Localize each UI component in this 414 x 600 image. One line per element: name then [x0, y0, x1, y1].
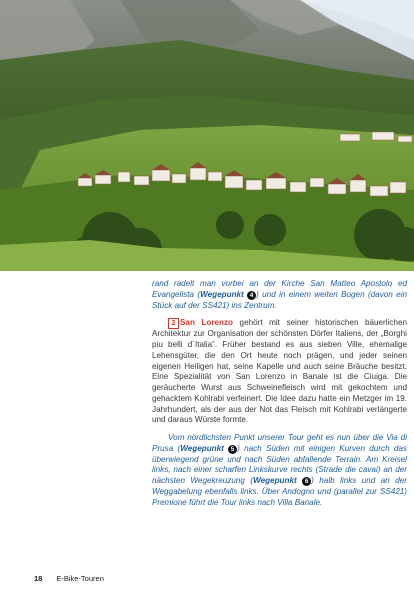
paragraph-san-lorenzo: [152, 318, 407, 426]
paragraph-text: ) nach Süden mit einigen Kurven durch das überwiegend grüne und nach Süden abfallende Terrain. Am Kreisel links, nach einer scharfen Linkskurve rechts (Strade die cavai) an der nächsten Wegekreuzung (: [152, 443, 407, 485]
waypoint-number-badge: 4: [247, 291, 256, 300]
waypoint-label: Wegepunkt: [200, 289, 244, 299]
article-text-column: [152, 279, 407, 515]
paragraph-text: ) halb links und an der Weggabelung ebenfalls links. Über Andogno und (parallel zur SS421) Premione führt die Tour links nach Villa Banale.: [152, 476, 407, 507]
paragraph-route-continuation: [152, 279, 407, 311]
paragraph-text: Vom nördlichsten Punkt unserer Tour geht es nun über die Via di Prusa (: [152, 433, 407, 453]
paragraph-text: rand radelt man vorbei an der Kirche San Matteo Apostolo ed Evangelista (: [152, 279, 407, 299]
waypoint-label: Wegepunkt: [253, 476, 297, 485]
paragraph-text: ) und in einem weiten Bogen (davon ein Stück auf der SS421) ins Zentrum.: [152, 289, 408, 310]
page-footer: [34, 574, 104, 583]
waypoint-number-badge: 6: [302, 477, 311, 486]
hero-photo-mountain-village: [0, 0, 414, 271]
paragraph-text: gehört mit seiner historischen bäuerlichen Architektur zur Organisation der schönsten Dörfer Italiens, der „Borghi piu belli d´Italia“. Früher bestand es aus sieben Ville, ehemalige Lehensgüter, die den Ort heute noch prägen, und jeder seinen eigenen Heiligen hat, seine Kapelle und auch seine Bräuche besitzt. Eine Spezialität von San Lorenzo in Banale ist die Ciuiga. Die geräucherte Wurst aus Schweinefleisch wird mit gekochtem und gehacktem Kohlrabi verfeinert. Die Idee dazu hatte ein Metzger im 19. Jahrhundert, als der aus der Not das Fleisch mit Kohlrabi verlängerte und daraus Würste formte.: [152, 318, 407, 425]
place-marker-badge: 2: [168, 318, 179, 329]
paragraph-route-south: [152, 433, 407, 508]
waypoint-number-badge: 5: [228, 445, 237, 454]
section-title: E-Bike-Touren: [56, 574, 104, 583]
page-number: 18: [34, 574, 43, 583]
place-name: San Lorenzo: [180, 318, 234, 328]
waypoint-label: Wegepunkt: [180, 443, 224, 453]
